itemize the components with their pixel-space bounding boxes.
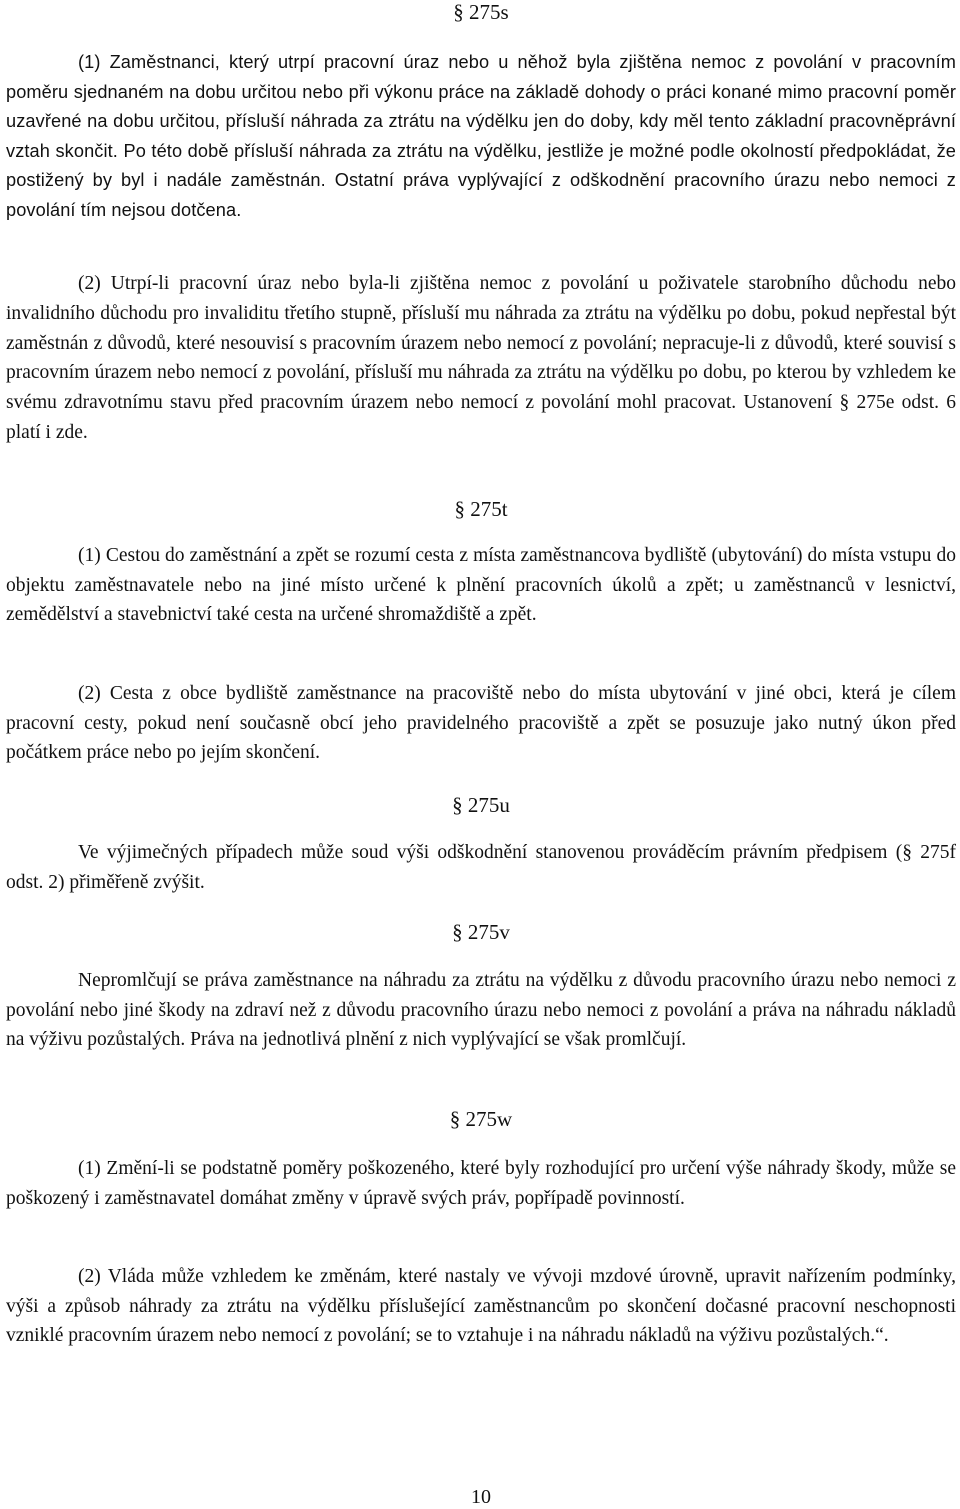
paragraph-275w-1: (1) Změní-li se podstatně poměry poškozeného, které byly rozhodující pro určení výše náhrady škody, může se poškozený i zaměstnavatel domáhat změny v úpravě svých práv, popřípadě povinností. bbox=[6, 1158, 956, 1209]
section-heading-275s: § 275s bbox=[453, 0, 509, 24]
page-number: 10 bbox=[471, 1486, 491, 1508]
paragraph-275u-1: Ve výjimečných případech může soud výši odškodnění stanovenou prováděcím právním předpisem (§ 275f odst. 2) přiměřeně zvýšit. bbox=[6, 842, 956, 893]
section-heading-275u: § 275u bbox=[452, 793, 510, 817]
paragraph-275v-1: Nepromlčují se práva zaměstnance na náhradu za ztrátu na výdělku z důvodu pracovního úrazu nebo nemoci z povolání nebo jiné škody na zdraví než z důvodu pracovního úrazu nebo nemoci z povolání a práva na náhradu nákladů na výživu pozůstalých. Práva na jednotlivá plnění z nich vyplývající se však promlčují. bbox=[6, 970, 956, 1051]
section-heading-275w: § 275w bbox=[449, 1107, 513, 1131]
paragraph-275t-2: (2) Cesta z obce bydliště zaměstnance na pracoviště nebo do místa ubytování v jiné obci, která je cílem pracovní cesty, pokud není současně obcí jeho pravidelného pracoviště a zpět se posuzuje jako nutný úkon před počátkem práce nebo po jejím skončení. bbox=[6, 683, 956, 764]
paragraph-275w-2: (2) Vláda může vzhledem ke změnám, které nastaly ve vývoji mzdové úrovně, upravit nařízením podmínky, výši a způsob náhrady za ztrátu na výdělku příslušející zaměstnancům po skončení dočasné pracovní neschopnosti vzniklé pracovním úrazem nebo nemocí z povolání; se to vztahuje i na náhradu nákladů na výživu pozůstalých.“. bbox=[6, 1266, 956, 1347]
paragraph-275s-1: (1) Zaměstnanci, který utrpí pracovní úraz nebo u něhož byla zjištěna nemoc z povolání v pracovním poměru sjednaném na dobu určitou nebo při výkonu práce na základě dohody o práci konané mimo pracovní poměr uzavřené na dobu určitou, přísluší náhrada za ztrátu na výdělku jen do doby, kdy měl tento základní pracovněprávní vztah skončit. Po této době přísluší náhrada za ztrátu na výdělku, jestliže je možné podle okolností předpokládat, že postižený by byl i nadále zaměstnán. Ostatní práva vyplývající z odškodnění pracovního úrazu nebo nemoci z povolání tím nejsou dotčena. bbox=[6, 52, 956, 220]
paragraph-275t-1: (1) Cestou do zaměstnání a zpět se rozumí cesta z místa zaměstnancova bydliště (ubytování) do místa vstupu do objektu zaměstnavatele nebo na jiné místo určené k plnění pracovních úkolů a zpět; u zaměstnanců v lesnictví, zemědělství a stavebnictví také cesta na určené shromaždiště a zpět. bbox=[6, 545, 956, 626]
section-heading-275t: § 275t bbox=[454, 497, 508, 521]
section-heading-275v: § 275v bbox=[452, 920, 510, 944]
paragraph-275s-2: (2) Utrpí-li pracovní úraz nebo byla-li zjištěna nemoc z povolání u poživatele starobního důchodu nebo invalidního důchodu pro invaliditu třetího stupně, přísluší mu náhrada za ztrátu na výdělku po dobu, pokud nepřestal být zaměstnán z důvodů, které nesouvisí s pracovním úrazem nebo nemocí z povolání; nepracuje-li z důvodů, které souvisí s pracovním úrazem nebo nemocí z povolání, přísluší mu náhrada za ztrátu na výdělku po dobu, po kterou by vzhledem ke svému zdravotnímu stavu před pracovním úrazem nebo nemocí z povolání mohl pracovat. Ustanovení § 275e odst. 6 platí i zde. bbox=[6, 273, 956, 443]
